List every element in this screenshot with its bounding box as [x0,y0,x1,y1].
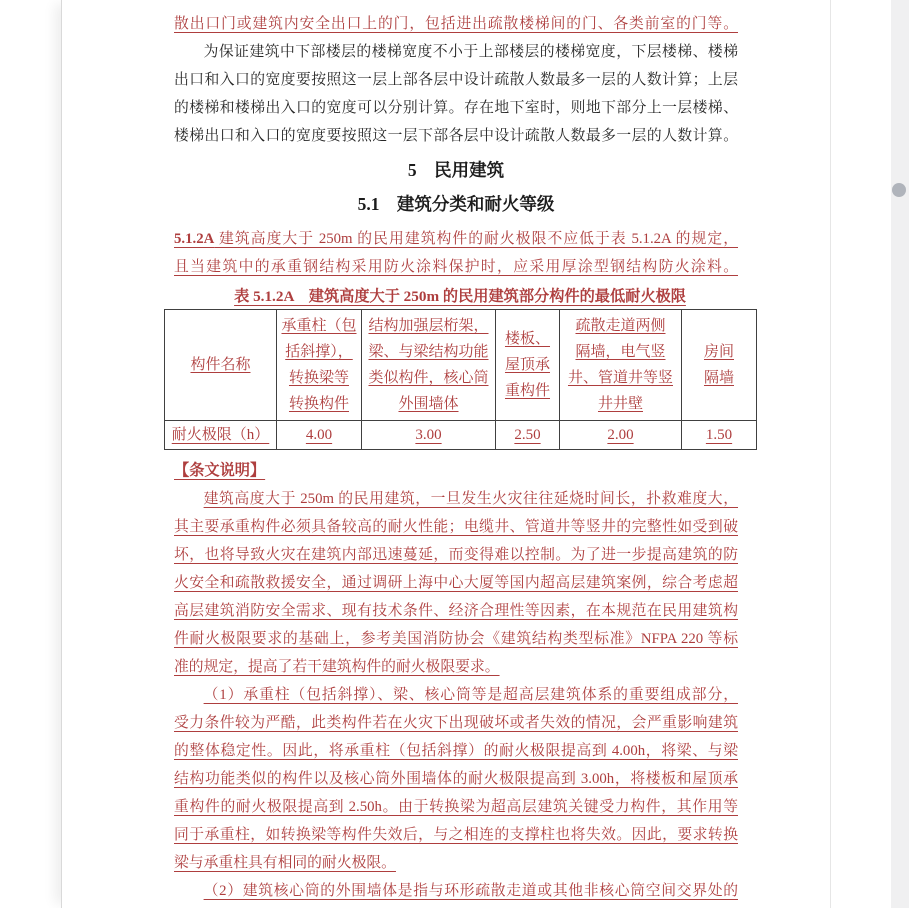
text-line: 且当建筑中的承重钢结构采用防火涂料保护时，应采用厚涂型钢结构防火涂料。 [174,259,738,275]
scrollbar-thumb[interactable] [892,183,906,197]
value-cell: 3.00 [362,421,496,450]
text-line: 同于承重柱，如转换梁等构件失效后，与之相连的支撑柱也将失效。因此，要求转换 [174,827,738,843]
header-cell-truss-beams [362,310,496,421]
text-line: 转换梁等 [288,370,349,386]
header-cell-floor-roof [496,310,560,421]
text-line: 为保证建筑中下部楼层的楼梯宽度不小于上部楼层的楼梯宽度，下层楼梯、楼梯 [203,44,738,60]
header-cell-bearing-columns [277,310,362,421]
header-cell-corridor-shaft-walls [560,310,682,421]
chapter-heading: 5 民用建筑 [407,160,505,180]
text-line: 其主要承重构件必须具备较高的耐火性能；电缆井、管道井等竖井的完整性如受到破 [174,519,738,535]
table-value-row [165,421,757,450]
text-line: 散出口门或建筑内安全出口上的门，包括进出疏散楼梯间的门、各类前室的门等。 [174,16,738,32]
text-line: 重构件的耐火极限提高到 2.50h。由于转换梁为超高层建筑关键受力构件，其作用等 [174,799,738,815]
text-line: 准的规定，提高了若干建筑构件的耐火极限要求。 [174,659,500,675]
clause-5-1-2A [174,225,738,281]
text-line: 外围墙体 [398,396,459,412]
text-line: 类似构件，核心筒 [368,370,489,386]
text-line: 楼板、 [504,331,550,347]
header-cell-room-partition [682,310,757,421]
text-line: 出口和入口的宽度要按照这一层上部各层中设计疏散人数最多一层的人数计算；上层 [174,72,738,88]
table-caption: 表 5.1.2A 建筑高度大于 250m 的民用建筑部分构件的最低耐火极限 [234,288,686,305]
row-label-fire-resistance: 耐火极限（h） [165,421,277,450]
text-line: 梁、与梁结构功能 [368,344,489,360]
paragraph-evacuation-doors-tail [174,10,738,38]
text-line: 的楼梯和楼梯出入口的宽度可以分别计算。存在地下室时，则地下部分上一层楼梯、 [174,100,738,116]
commentary-paragraph-1 [174,485,738,681]
text-line: 房间 [703,344,734,360]
page-content [171,0,738,905]
text-line: 受力条件较为严酷，此类构件若在火灾下出现破坏或者失效的情况，会严重影响建筑 [174,715,738,731]
text-line: 承重柱（包 [281,318,357,334]
value-cell: 4.00 [277,421,362,450]
clause-text: 建筑高度大于 250m 的民用建筑构件的耐火极限不应低于表 5.1.2A 的规定， [214,231,738,247]
text-line: 火安全和疏散救援安全，通过调研上海中心大厦等国内超高层建筑案例，综合考虑超 [174,575,738,591]
text-line: （2）建筑核心筒的外围墙体是指与环形疏散走道或其他非核心筒空间交界处的 [203,883,738,899]
value-cell: 2.00 [560,421,682,450]
text-line: （1）承重柱（包括斜撑）、梁、核心筒等是超高层建筑体系的重要组成部分， [203,687,738,703]
commentary-paragraph-3 [174,877,738,905]
header-cell-component-name [165,310,277,421]
value-cell: 2.50 [496,421,560,450]
text-line: 隔墙 [703,370,734,386]
section-heading: 5.1 建筑分类和耐火等级 [357,194,555,214]
text-line: 疏散走道两侧 [575,318,666,334]
text-line: 隔墙，电气竖 [575,344,666,360]
text-line: 结构加强层桁架， [368,318,489,334]
commentary-label: 【条文说明】 [174,462,266,479]
paragraph-stair-width-rule [174,38,738,150]
text-line: 结构功能类似的构件以及核心筒外围墙体的耐火极限提高到 3.00h，将楼板和屋顶承 [174,771,738,787]
text-line: 梁与承重柱具有相同的耐火极限。 [174,855,396,871]
text-line: 转换构件 [288,396,349,412]
value-cell: 1.50 [682,421,757,450]
text-line: 楼梯出口和入口的宽度要按照这一层下部各层中设计疏散人数最多一层的人数计算。 [174,128,738,144]
text-line: 件耐火极限要求的基础上，参考美国消防协会《建筑结构类型标准》NFPA 220 等标 [174,631,738,647]
clause-number: 5.1.2A [174,231,215,247]
text-line: 坏，也将导致火灾在建筑内部迅速蔓延，而变得难以控制。为了进一步提高建筑的防 [174,547,738,563]
scrollbar-track[interactable] [891,0,909,908]
text-line: 井井壁 [597,396,643,412]
text-line: 井、管道井等竖 [567,370,673,386]
text-line: 括斜撑）， [285,344,353,360]
text-line: 构件名称 [190,357,251,373]
text-line: 重构件 [504,383,550,399]
text-line: 的整体稳定性。因此，将承重柱（包括斜撑）的耐火极限提高到 4.00h，将梁、与梁 [174,743,738,759]
text-line: 建筑高度大于 250m 的民用建筑，一旦发生火灾往往延烧时间长，扑救难度大， [203,491,738,507]
commentary-paragraph-2 [174,681,738,877]
text-line: 屋顶承 [504,357,550,373]
text-line: 高层建筑消防安全需求、现有技术条件、经济合理性等因素，在本规范在民用建筑构 [174,603,738,619]
text-line [174,225,738,253]
table-header-row [165,310,757,421]
fire-resistance-table [164,309,757,450]
document-page [61,0,831,908]
